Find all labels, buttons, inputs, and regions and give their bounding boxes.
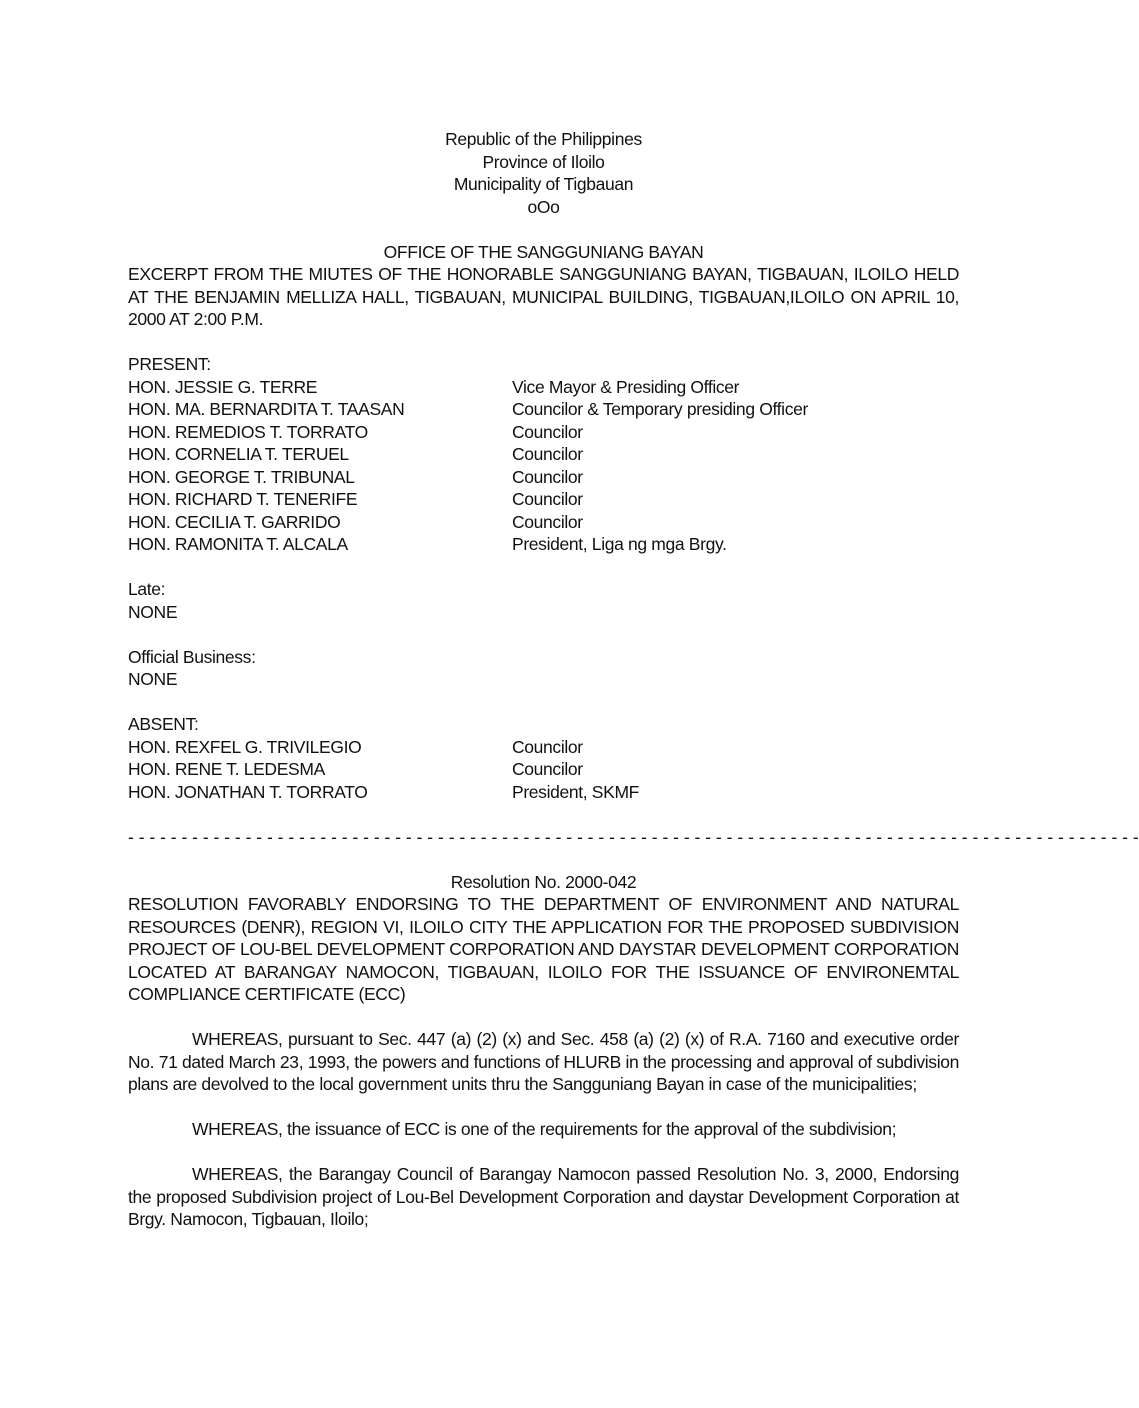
absent-list [128,736,959,804]
absentee-role: Councilor [512,759,583,779]
attendee-row [128,511,959,534]
whereas-clause: WHEREAS, the issuance of ECC is one of the requirements for the approval of the subdivision; [192,1119,897,1139]
attendee-role: President, Liga ng mga Brgy. [512,534,727,554]
attendee-name: HON. RAMONITA T. ALCALA [128,534,348,554]
office-title: OFFICE OF THE SANGGUNIANG BAYAN [383,241,704,262]
attendee-row [128,421,959,444]
attendee-name: HON. CORNELIA T. TERUEL [128,444,349,464]
attendee-row [128,398,959,421]
absentee-name: HON. JONATHAN T. TORRATO [128,781,368,802]
absentee-role: Councilor [512,736,583,757]
absentee-name: HON. REXFEL G. TRIVILEGIO [128,736,362,757]
official-business-value: NONE [128,669,178,689]
absentee-row [128,736,959,759]
late-label: Late: [128,579,166,599]
header-province: Province of Iloilo [482,151,605,172]
attendee-row [128,533,959,556]
document-page [128,128,1139,1231]
absentee-row [128,758,959,781]
attendee-role: Councilor [512,444,583,464]
official-business-label: Official Business: [128,646,256,667]
attendee-role: Councilor [512,489,583,509]
attendee-name: HON. RICHARD T. TENERIFE [128,489,358,509]
attendee-name: HON. MA. BERNARDITA T. TAASAN [128,399,405,419]
attendee-role: Councilor [512,511,583,532]
late-value: NONE [128,601,178,622]
attendee-row [128,443,959,466]
attendee-name: HON. CECILIA T. GARRIDO [128,511,341,532]
resolution-title: RESOLUTION FAVORABLY ENDORSING TO THE DEPARTMENT OF ENVIRONMENT AND NATURAL RESOURCES (DENR), REGION VI, ILOILO CITY THE APPLICATION FOR THE PROPOSED SUBDIVISION PROJECT OF LOU-BEL DEVELOPMENT CORPORATION AND DAYSTAR DEVELOPMENT CORPORATION LOCATED AT BARANGAY NAMOCON, TIGBAUAN, ILOILO FOR THE ISSUANCE OF ENVIRONEMTAL COMPLIANCE CERTIFICATE (ECC) [128,894,959,1004]
attendee-row [128,466,959,489]
attendee-role: Vice Mayor & Presiding Officer [512,376,740,397]
attendee-role: Councilor & Temporary presiding Officer [512,399,808,419]
minutes-excerpt: EXCERPT FROM THE MIUTES OF THE HONORABLE SANGGUNIANG BAYAN, TIGBAUAN, ILOILO HELD AT THE BENJAMIN MELLIZA HALL, TIGBAUAN, MUNICIPAL BUILDING, TIGBAUAN,ILOILO ON APRIL 10, 2000 AT 2:00 P.M. [128,264,959,329]
header-republic: Republic of the Philippines [445,129,642,149]
attendee-row [128,376,959,399]
header-municipality: Municipality of Tigbauan [453,174,634,194]
absent-label: ABSENT: [128,714,199,734]
present-list [128,376,959,556]
whereas-clause: WHEREAS, pursuant to Sec. 447 (a) (2) (x) and Sec. 458 (a) (2) (x) of R.A. 7160 and executive order No. 71 dated March 23, 1993, the powers and functions of HLURB in the processing and approval of subdivision plans are devolved to the local government units thru the Sangguniang Bayan in case of the municipalities; [128,1029,959,1094]
absentee-role: President, SKMF [512,781,640,802]
attendee-name: HON. JESSIE G. TERRE [128,376,318,397]
absentee-name: HON. RENE T. LEDESMA [128,759,325,779]
attendee-name: HON. GEORGE T. TRIBUNAL [128,466,355,487]
section-separator: - - - - - - - - - - - - - - - - - - - - - - - - - - - - - - - - - - - - - - - - - - - - - - - - - - - - - - - - - - - - - - - - - - - - - - - - - - - - - - - - - - - - - - - - - - - - - - - [128,826,1139,847]
present-label: PRESENT: [128,354,211,374]
absentee-row [128,781,959,804]
attendee-role: Councilor [512,466,583,487]
header-ornament: oOo [527,196,560,217]
resolution-number: Resolution No. 2000-042 [450,871,637,892]
attendee-row [128,488,959,511]
whereas-clause: WHEREAS, the Barangay Council of Barangay Namocon passed Resolution No. 3, 2000, Endorsing the proposed Subdivision project of Lou-Bel Development Corporation and daystar Development Corporation at Brgy. Namocon, Tigbauan, Iloilo; [128,1164,959,1229]
attendee-role: Councilor [512,421,583,442]
attendee-name: HON. REMEDIOS T. TORRATO [128,421,368,442]
